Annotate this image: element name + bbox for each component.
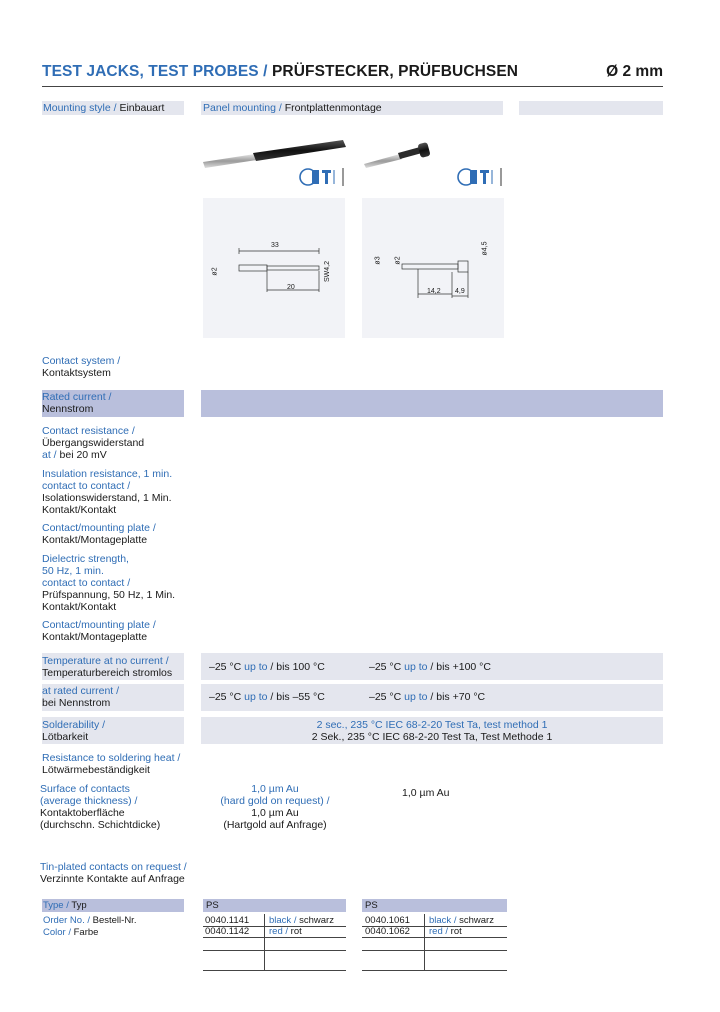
- rated-current-label: Rated current / Nennstrom: [42, 391, 112, 415]
- color-label: Color / Farbe: [43, 927, 99, 938]
- order-no-right-1: 0040.1061: [365, 915, 410, 926]
- order-no-left-2: 0040.1142: [205, 926, 250, 937]
- order-type-right: PS: [365, 900, 378, 911]
- solderability-label: Solderability / Lötbarkeit: [42, 719, 106, 743]
- order-no-right-2: 0040.1062: [365, 926, 410, 937]
- insulation-label: Insulation resistance, 1 min. contact to contact / Isolationswiderstand, 1 Min. Kontakt/Kontakt: [42, 468, 173, 516]
- order-no-label: Order No. / Bestell-Nr.: [43, 915, 137, 926]
- dim-left-d1: ø2: [211, 267, 219, 276]
- page-title: TEST JACKS, TEST PROBES / PRÜFSTECKER, PRÜFBUCHSEN: [42, 63, 519, 80]
- surface-label: Surface of contacts (average thickness) / Kontaktoberfläche (durchschn. Schichtdicke): [40, 783, 161, 831]
- rated-current-value-bar: [201, 390, 663, 417]
- mounting-value: Panel mounting / Frontplattenmontage: [203, 102, 382, 114]
- temp-rated-value-left: –25 °C up to / bis –55 °C: [209, 691, 325, 703]
- dim-right-d3: ø4,5: [481, 241, 489, 256]
- type-label: Type / Typ: [43, 900, 87, 911]
- order-type-bar-right: [362, 899, 507, 912]
- dim-right-len2: 4,9: [455, 288, 465, 295]
- order-no-left-1: 0040.1141: [205, 915, 250, 926]
- order-type-bar-left: [203, 899, 346, 912]
- dim-right-d1: ø3: [374, 256, 382, 265]
- temp-rated-value-right: –25 °C up to / bis +70 °C: [369, 691, 486, 703]
- contact-plate-label-2: Contact/mounting plate / Kontakt/Montageplatte: [42, 619, 156, 643]
- mounting-label: Mounting style / Einbauart: [43, 102, 165, 114]
- order-color-left-2: red / rot: [269, 926, 302, 937]
- order-color-right-1: black / schwarz: [429, 915, 494, 926]
- diameter-label: Ø 2 mm: [606, 63, 663, 80]
- solderability-value: 2 sec., 235 °C IEC 68-2-20 Test Ta, test method 1 2 Sek., 235 °C IEC 68-2-20 Test Ta, Test Methode 1: [311, 719, 553, 743]
- order-color-left-1: black / schwarz: [269, 915, 334, 926]
- dim-right-d2: ø2: [394, 256, 402, 265]
- solder-heat-label: Resistance to soldering heat / Lötwärmebeständigkeit: [42, 752, 181, 776]
- tin-plated-label: Tin-plated contacts on request / Verzinnte Kontakte auf Anfrage: [40, 861, 187, 885]
- surface-value-right: 1,0 µm Au: [402, 787, 450, 799]
- dim-left-d2: SW4,2: [324, 260, 332, 283]
- dim-right-len1: 14,2: [427, 288, 441, 295]
- dim-left-part: 20: [287, 284, 295, 291]
- contact-system-label: Contact system / Kontaktsystem: [42, 355, 121, 379]
- product-image-right: [362, 140, 437, 170]
- temp-no-current-value-right: –25 °C up to / bis +100 °C: [369, 661, 491, 673]
- order-color-right-2: red / rot: [429, 926, 462, 937]
- temp-no-current-value-left: –25 °C up to / bis 100 °C: [209, 661, 325, 673]
- approval-marks-right: [457, 165, 507, 189]
- header-rule: [42, 86, 663, 87]
- approval-marks-left: [299, 165, 349, 189]
- mounting-extra-bar: [519, 101, 663, 115]
- dim-left-total: 33: [271, 242, 279, 249]
- contact-resistance-label: Contact resistance / Übergangswiderstand at / bei 20 mV: [42, 425, 145, 461]
- order-type-left: PS: [206, 900, 219, 911]
- temp-no-current-label: Temperature at no current / Temperaturbereich stromlos: [42, 655, 173, 679]
- dielectric-label: Dielectric strength, 50 Hz, 1 min. contact to contact / Prüfspannung, 50 Hz, 1 Min. Kontakt/Kontakt: [42, 553, 176, 613]
- contact-plate-label-1: Contact/mounting plate / Kontakt/Montageplatte: [42, 522, 156, 546]
- surface-value-left: 1,0 µm Au (hard gold on request) / 1,0 µm Au (Hartgold auf Anfrage): [220, 783, 330, 831]
- temp-rated-label: at rated current / bei Nennstrom: [42, 685, 120, 709]
